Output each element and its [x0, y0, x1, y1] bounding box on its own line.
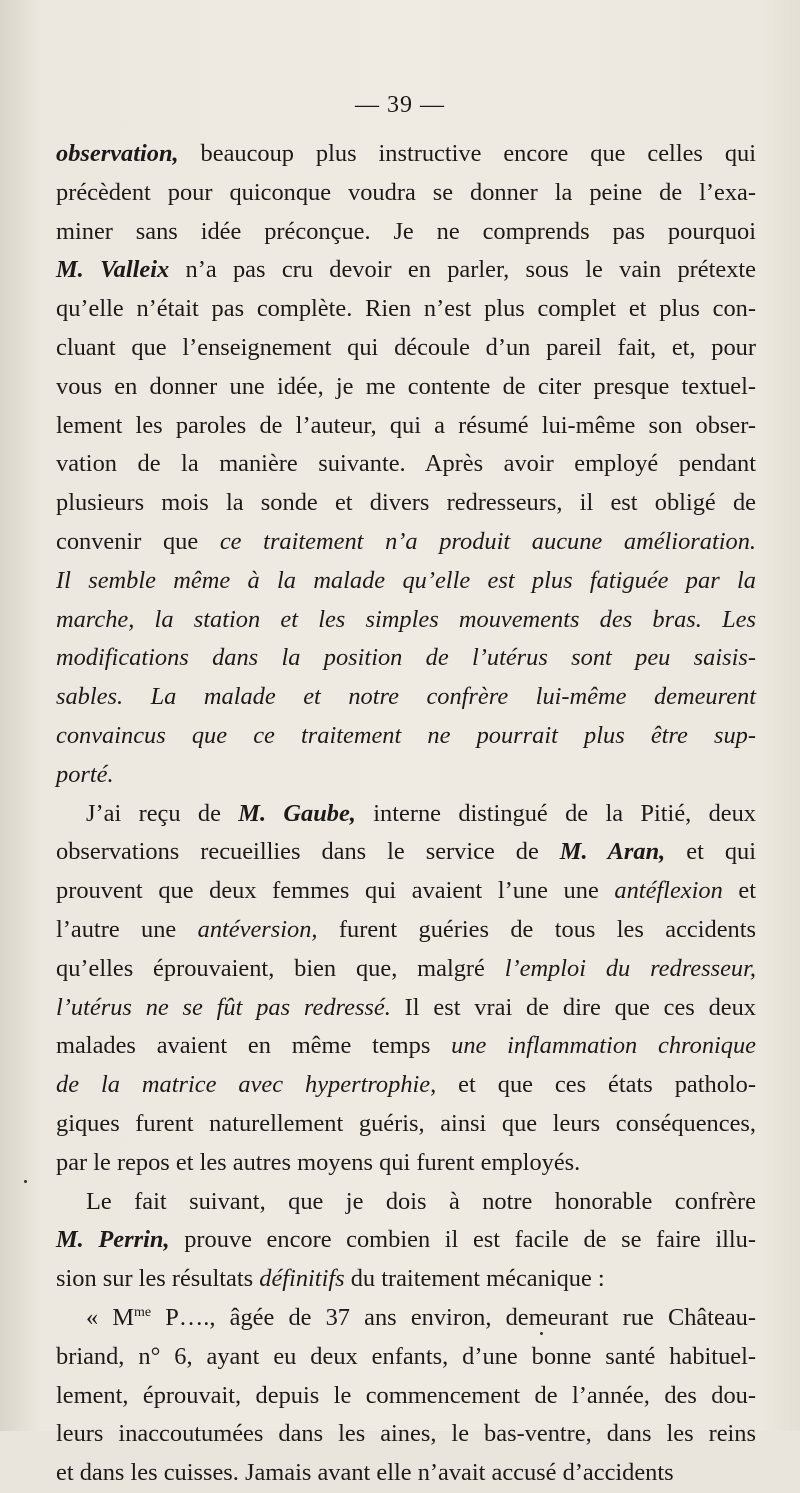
- text-line: [56, 911, 756, 950]
- text-line: [56, 251, 756, 290]
- paragraph: [56, 795, 756, 1183]
- italic-text: marche, la station et les simples mouvements des bras. Les: [56, 605, 756, 633]
- text-line: [56, 1454, 756, 1493]
- text-line: [56, 678, 756, 717]
- print-speck: [540, 1332, 543, 1335]
- text-run: n’a pas cru devoir en parler, sous le vain prétexte: [169, 256, 757, 284]
- text-run: qu’elles éprouvaient, bien que, malgré: [56, 954, 505, 982]
- text-run: et qui: [665, 838, 756, 866]
- text-line: [56, 639, 756, 678]
- text-line: [56, 872, 756, 911]
- text-run: interne distingué de la Pitié, deux: [355, 799, 757, 827]
- text-run: sion sur les résultats: [56, 1265, 260, 1293]
- superscript-text: me: [134, 1304, 152, 1320]
- text-run: leurs inaccoutumées dans les aines, le bas-ventre, dans les reins: [56, 1420, 756, 1448]
- text-line: [56, 1415, 756, 1454]
- italic-text: M. Valleix: [56, 256, 170, 284]
- paragraph: [56, 1299, 756, 1493]
- italic-text: M. Perrin,: [56, 1226, 170, 1254]
- text-run: vation de la manière suivante. Après avoir employé pendant: [56, 450, 756, 478]
- text-line: [56, 174, 756, 213]
- text-line: [56, 1221, 756, 1260]
- text-run: observations recueillies dans le service de: [56, 838, 560, 866]
- italic-text: modifications dans la position de l’utérus sont peu saisis-: [56, 644, 756, 672]
- text-run: du traitement mécanique :: [344, 1265, 605, 1293]
- text-line: [56, 1066, 756, 1105]
- paragraph: [56, 135, 756, 795]
- text-line: [56, 1338, 756, 1377]
- text-run: et dans les cuisses. Jamais avant elle n’avait accusé d’accidents: [56, 1459, 674, 1487]
- italic-text: M. Aran,: [559, 838, 666, 866]
- text-line: [56, 989, 756, 1028]
- text-run: prouvent que deux femmes qui avaient l’une une: [56, 877, 615, 905]
- text-run: J’ai reçu de: [86, 799, 239, 827]
- text-run: plusieurs mois la sonde et divers redresseurs, il est obligé de: [56, 489, 756, 517]
- italic-text: sables. La malade et notre confrère lui-même demeurent: [56, 683, 756, 711]
- text-line: [56, 795, 756, 834]
- text-run: et: [722, 877, 757, 905]
- text-line: [56, 756, 756, 795]
- text-run: vous en donner une idée, je me contente de citer presque textuel-: [56, 372, 756, 400]
- body-text: [56, 135, 756, 1493]
- text-line: [56, 523, 756, 562]
- italic-text: observation,: [56, 140, 179, 167]
- text-run: briand, n° 6, ayant eu deux enfants, d’une bonne santé habituel-: [56, 1342, 756, 1370]
- text-line: [56, 1105, 756, 1144]
- text-run: lement les paroles de l’auteur, qui a résumé lui-même son obser-: [56, 411, 756, 439]
- italic-text: ce traitement n’a produit aucune amélioration.: [219, 527, 756, 555]
- text-line: [56, 1299, 756, 1338]
- text-run: précèdent pour quiconque voudra se donner la peine de l’exa-: [56, 178, 756, 206]
- text-line: [56, 213, 756, 252]
- text-line: [56, 1144, 756, 1183]
- text-run: Le fait suivant, que je dois à notre honorable confrère: [86, 1187, 756, 1215]
- italic-text: une inflammation chronique: [451, 1032, 757, 1060]
- text-run: Il est vrai de dire que ces deux: [390, 993, 757, 1021]
- text-line: [56, 1377, 756, 1416]
- paragraph: [56, 1183, 756, 1299]
- text-line: [56, 368, 756, 407]
- text-run: giques furent naturellement guéris, ainsi que leurs conséquences,: [56, 1109, 756, 1137]
- italic-text: porté.: [56, 760, 114, 788]
- italic-text: convaincus que ce traitement ne pourrait plus être sup-: [56, 721, 756, 749]
- text-run: lement, éprouvait, depuis le commencement de l’année, des dou-: [56, 1381, 756, 1409]
- text-line: [56, 484, 756, 523]
- italic-text: Il semble même à la malade qu’elle est plus fatiguée par la: [56, 566, 756, 594]
- text-run: « M: [86, 1303, 135, 1331]
- text-line: [56, 135, 756, 174]
- italic-text: antéversion,: [197, 915, 318, 943]
- text-run: malades avaient en même temps: [56, 1032, 452, 1060]
- italic-text: l’emploi du redresseur,: [504, 954, 757, 982]
- text-run: furent guéries de tous les accidents: [317, 915, 756, 943]
- italic-text: de la matrice avec hypertrophie,: [56, 1071, 437, 1099]
- text-run: convenir que: [56, 527, 220, 555]
- italic-text: l’utérus ne se fût pas redressé.: [56, 993, 391, 1021]
- text-line: [56, 950, 756, 989]
- text-run: prouve encore combien il est facile de se faire illu-: [169, 1226, 757, 1254]
- text-run: P…., âgée de 37 ans environ, demeurant rue Château-: [151, 1303, 757, 1331]
- text-line: [56, 1260, 756, 1299]
- text-run: cluant que l’enseignement qui découle d’un pareil fait, et, pour: [56, 333, 756, 361]
- print-speck: [24, 1180, 27, 1183]
- text-run: qu’elle n’était pas complète. Rien n’est plus complet et plus con-: [56, 295, 756, 323]
- text-line: [56, 407, 756, 446]
- text-line: [56, 1027, 756, 1066]
- text-line: [56, 1183, 756, 1222]
- page-number: — 39 —: [355, 92, 445, 118]
- text-run: l’autre une: [56, 915, 198, 943]
- text-line: [56, 833, 756, 872]
- text-line: [56, 717, 756, 756]
- italic-text: M. Gaube,: [238, 799, 356, 827]
- italic-text: antéflexion: [614, 877, 723, 905]
- text-run: beaucoup plus instructive encore que celles qui: [178, 140, 756, 167]
- text-run: miner sans idée préconçue. Je ne comprends pas pourquoi: [56, 217, 756, 245]
- text-line: [56, 601, 756, 640]
- text-line: [56, 329, 756, 368]
- text-run: et que ces états patholo-: [436, 1071, 756, 1099]
- text-line: [56, 290, 756, 329]
- text-line: [56, 562, 756, 601]
- italic-text: définitifs: [259, 1265, 345, 1293]
- text-run: par le repos et les autres moyens qui furent employés.: [56, 1148, 581, 1176]
- text-line: [56, 445, 756, 484]
